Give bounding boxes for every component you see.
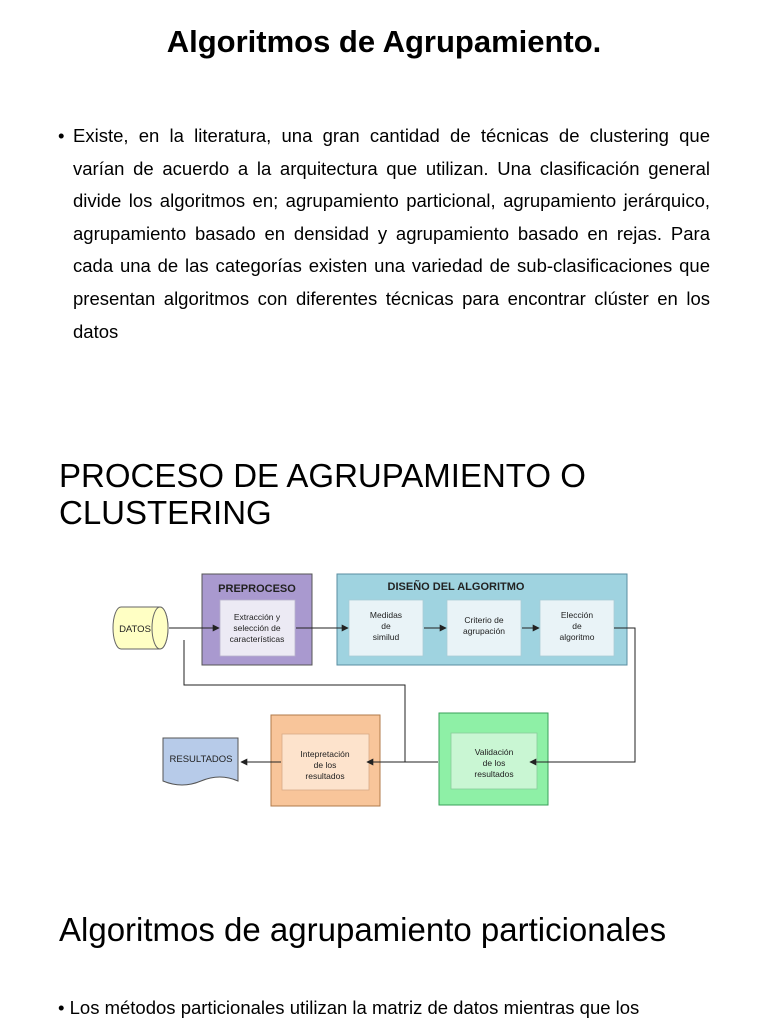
preproceso-step1-line1: Extracción y [233, 612, 281, 622]
diseno-step3-line2: de [572, 621, 582, 631]
datos-node [113, 607, 168, 649]
interpretacion-block [271, 715, 380, 806]
preproceso-step1-line3: características [229, 634, 285, 644]
partitional-text: Los métodos particionales utilizan la matriz de datos mientras que los [69, 997, 640, 1018]
bullet-icon: • [58, 997, 65, 1018]
interpretacion-line2: de los [313, 760, 337, 770]
intro-text: Existe, en la literatura, una gran cantidad de técnicas de clustering que varían de acuerdo a la arquitectura que utilizan. Una clasificación general divide los algoritmos en; agrupamiento particional, agrupamiento jerárquico, agrupamiento basado en densidad y agrupamiento basado en rejas. Para cada una de las categorías existen una variedad de sub-clasificaciones que presentan algoritmos con diferentes técnicas para encontrar clúster en los datos [73, 125, 710, 342]
diseno-title: DISEÑO DEL ALGORITMO [387, 581, 525, 593]
bullet-icon: • [58, 125, 65, 146]
diseno-step1-line2: de [381, 621, 391, 631]
diseno-step3-line1: Elección [560, 610, 594, 620]
page-title: Algoritmos de Agrupamiento. [166, 24, 602, 59]
diseno-block [337, 574, 627, 665]
partitional-paragraph [58, 994, 738, 1022]
preproceso-title: PREPROCESO [218, 583, 296, 595]
process-heading: PROCESO DE AGRUPAMIENTO O CLUSTERING [59, 457, 586, 531]
interpretacion-line3: resultados [305, 771, 345, 781]
validacion-line1: Validación [474, 747, 514, 757]
diseno-step3-line3: algoritmo [559, 632, 595, 642]
diseno-step1-line3: similud [372, 632, 400, 642]
preproceso-block [202, 574, 312, 665]
partitional-heading: Algoritmos de agrupamiento particionales [59, 911, 667, 948]
interpretacion-line1: Intepretación [300, 749, 350, 759]
resultados-node [163, 738, 238, 785]
diseno-step2-line1: Criterio de [464, 615, 504, 625]
resultados-label: RESULTADOS [169, 754, 233, 765]
preproceso-step1-line2: selección de [233, 623, 281, 633]
diseno-step2-line2: agrupación [462, 626, 506, 636]
diseno-step1-line1: Medidas [369, 610, 403, 620]
datos-label: DATOS [119, 624, 151, 635]
validacion-line3: resultados [474, 769, 514, 779]
validacion-block [439, 713, 548, 805]
validacion-line2: de los [482, 758, 506, 768]
